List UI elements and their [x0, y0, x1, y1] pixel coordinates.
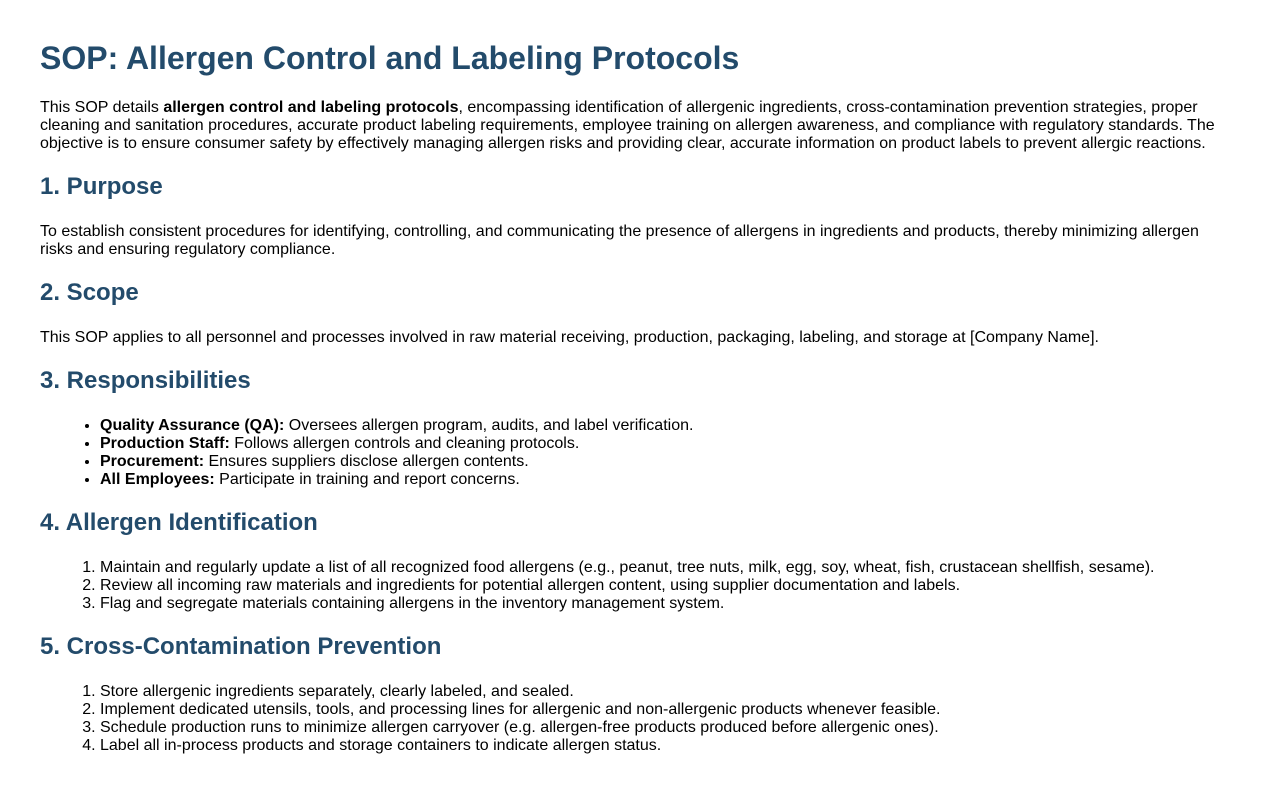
- scope-heading: 2. Scope: [40, 279, 139, 306]
- intro-prefix: This SOP details: [40, 99, 164, 116]
- document: [0, 40, 1263, 755]
- role-label: All Employees:: [100, 471, 215, 488]
- purpose-text: To establish consistent procedures for identifying, controlling, and communicating the presence of allergens in ingredients and products, thereby minimizing allergen risks and ensuring regulatory compliance.: [40, 223, 1199, 258]
- scope-text: This SOP applies to all personnel and processes involved in raw material receiving, production, packaging, labeling, and storage at [Company Name].: [40, 329, 1099, 346]
- list-item: 2. Review all incoming raw materials and ingredients for potential allergen content, using supplier documentation and labels.: [100, 577, 1223, 595]
- identification-list: [40, 559, 1223, 613]
- list-item: [100, 471, 1223, 489]
- list-item: 1. Maintain and regularly update a list of all recognized food allergens (e.g., peanut, tree nuts, milk, egg, soy, wheat, fish, crustacean shellfish, sesame).: [100, 559, 1223, 577]
- intro-paragraph: [40, 99, 1223, 153]
- responsibilities-heading: 3. Responsibilities: [40, 367, 251, 394]
- responsibilities-list: [40, 417, 1223, 489]
- role-description: Follows allergen controls and cleaning protocols.: [229, 435, 580, 452]
- identification-heading: 4. Allergen Identification: [40, 509, 318, 536]
- purpose-heading: 1. Purpose: [40, 173, 163, 200]
- intro-bold: allergen control and labeling protocols: [163, 99, 459, 116]
- role-description: Ensures suppliers disclose allergen contents.: [204, 453, 529, 470]
- page-title: SOP: Allergen Control and Labeling Protocols: [40, 40, 740, 76]
- role-label: Procurement:: [100, 453, 205, 470]
- list-item: 1. Store allergenic ingredients separately, clearly labeled, and sealed.: [100, 683, 1223, 701]
- intro-suffix: , encompassing identification of allergenic ingredients, cross-contamination prevention strategies, proper cleaning and sanitation procedures, accurate product labeling requirements, employee training on allergen awareness, and compliance with regulatory standards. The objective is to ensure consumer safety by effectively managing allergen risks and providing clear, accurate information on product labels to prevent allergic reactions.: [40, 99, 1215, 152]
- role-label: Production Staff:: [100, 435, 230, 452]
- list-item: 2. Implement dedicated utensils, tools, and processing lines for allergenic and non-allergenic products whenever feasible.: [100, 701, 1223, 719]
- list-item: [100, 417, 1223, 435]
- prevention-heading: 5. Cross-Contamination Prevention: [40, 633, 442, 660]
- list-item: [100, 435, 1223, 453]
- role-label: Quality Assurance (QA):: [100, 417, 285, 434]
- list-item: 4. Label all in-process products and storage containers to indicate allergen status.: [100, 737, 1223, 755]
- list-item: 3. Flag and segregate materials containing allergens in the inventory management system.: [100, 595, 1223, 613]
- list-item: 3. Schedule production runs to minimize allergen carryover (e.g. allergen-free products produced before allergenic ones).: [100, 719, 1223, 737]
- list-item: [100, 453, 1223, 471]
- role-description: Participate in training and report concerns.: [214, 471, 520, 488]
- prevention-list: [40, 683, 1223, 755]
- role-description: Oversees allergen program, audits, and label verification.: [284, 417, 694, 434]
